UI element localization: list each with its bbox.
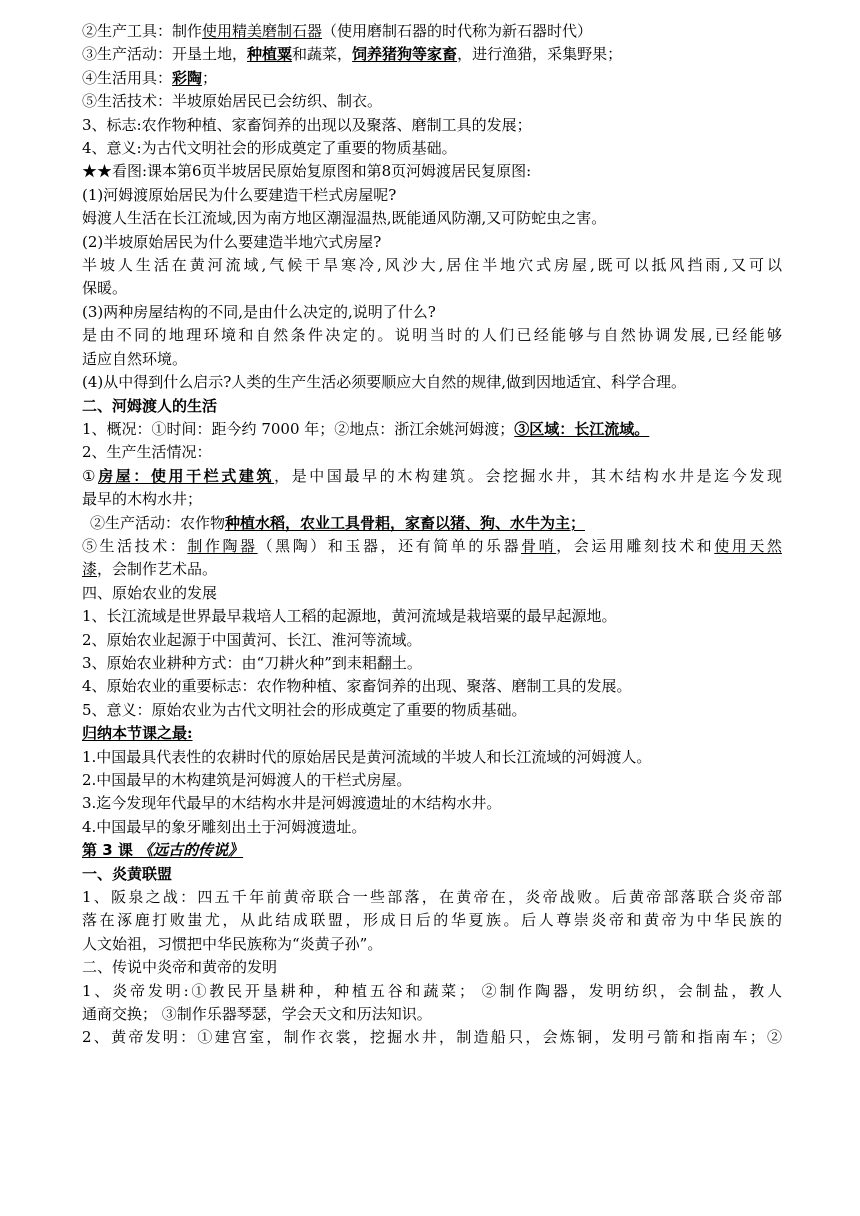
answer-line: 是由不同的地理环境和自然条件决定的。说明当时的人们已经能够与自然协调发展,已经能够 (82, 326, 782, 345)
text-line: ①房屋：使用干栏式建筑，是中国最早的木构建筑。会挖掘水井，其木结构水井是迄今发现 (82, 466, 782, 485)
text-line: 3、原始农业耕种方式：由“刀耕火种”到耒耜翻土。 (82, 653, 422, 672)
question-line: (1)河姆渡原始居民为什么要建造干栏式房屋呢? (82, 185, 397, 204)
text-line: 1、长江流域是世界最早栽培人工稻的起源地，黄河流域是栽培粟的最早起源地。 (82, 607, 617, 626)
text-line: 1、概况：①时间：距今约 7000 年；②地点：浙江余姚河姆渡；③区域：长江流域。 (82, 419, 650, 438)
text-line: ⑤生活技术：制作陶器（黑陶）和玉器，还有简单的乐器骨哨，会运用雕刻技术和使用天然 (82, 536, 782, 555)
text-line: ②生产工具：制作使用精美磨制石器（使用磨制石器的时代称为新石器时代） (82, 22, 593, 40)
summary-heading: 归纳本节课之最: (82, 724, 193, 743)
text-line: 4、意义:为古代文明社会的形成奠定了重要的物质基础。 (82, 139, 457, 158)
text-line: 最早的木构水井； (82, 490, 203, 509)
section-heading: 四、原始农业的发展 (82, 583, 218, 602)
text-line: ②生产活动：农作物种植水稻，农业工具骨耜，家畜以猪、狗、水牛为主； (90, 513, 586, 532)
text-line: 3.迄今发现年代最早的木结构水井是河姆渡遗址的木结构水井。 (82, 794, 502, 813)
text-line: 4、原始农业的重要标志：农作物种植、家畜饲养的出现、聚落、磨制工具的发展。 (82, 677, 632, 696)
text-line: 5、意义：原始农业为古代文明社会的形成奠定了重要的物质基础。 (82, 700, 527, 719)
section-heading: 一、炎黄联盟 (82, 864, 173, 883)
answer-line: 姆渡人生活在长江流域,因为南方地区潮湿温热,既能通风防潮,又可防蛇虫之害。 (82, 209, 607, 228)
text-line: 通商交换； ③制作乐器琴瑟，学会天文和历法知识。 (82, 1005, 432, 1024)
text-line: ③生产活动：开垦土地，种植粟和蔬菜，饲养猪狗等家畜，进行渔猎，采集野果； (82, 45, 623, 64)
text-line: 4.中国最早的象牙雕刻出土于河姆渡遗址。 (82, 817, 367, 836)
question-line: (2)半坡原始居民为什么要建造半地穴式房屋? (82, 232, 382, 251)
lesson-heading: 第 3 课 《远古的传说》 (82, 841, 244, 860)
question-line: (4)从中得到什么启示?人类的生产生活必须要顺应大自然的规律,做到因地适宜、科学合理。 (82, 373, 687, 392)
text-line: ★★看图:课本第6页半坡居民原始复原图和第8页河姆渡居民复原图: (82, 162, 532, 181)
text-line: 人文始祖，习惯把中华民族称为“炎黄子孙”。 (82, 934, 383, 953)
answer-line: 适应自然环境。 (82, 349, 188, 368)
answer-line: 半坡人生活在黄河流域,气候干旱寒冷,风沙大,居住半地穴式房屋,既可以抵风挡雨,又可以 (82, 256, 782, 275)
text-line: ④生活用具：彩陶； (82, 68, 218, 87)
text-line: 3、标志:农作物种植、家畜饲养的出现以及聚落、磨制工具的发展； (82, 115, 532, 134)
text-line: 1.中国最具代表性的农耕时代的原始居民是黄河流域的半坡人和长江流域的河姆渡人。 (82, 747, 652, 766)
text-line: ⑤生活技术：半坡原始居民已会纺织、制衣。 (82, 92, 383, 111)
text-line: 2、原始农业起源于中国黄河、长江、淮河等流域。 (82, 630, 422, 649)
text-line: 落在涿鹿打败蚩尤，从此结成联盟，形成日后的华夏族。后人尊崇炎帝和黄帝为中华民族的 (82, 911, 782, 930)
text-line: 1、炎帝发明:①教民开垦耕种，种植五谷和蔬菜； ②制作陶器，发明纺织，会制盐，教人 (82, 981, 782, 1000)
text-line: 2、生产生活情况： (82, 443, 212, 462)
section-heading: 二、河姆渡人的生活 (82, 396, 218, 415)
answer-line: 保暖。 (82, 279, 128, 298)
section-heading: 二、传说中炎帝和黄帝的发明 (82, 958, 278, 977)
question-line: (3)两种房屋结构的不同,是由什么决定的,说明了什么? (82, 302, 436, 321)
text-line: 漆，会制作艺术品。 (82, 560, 218, 579)
text-line: 2.中国最早的木构建筑是河姆渡人的干栏式房屋。 (82, 771, 412, 789)
text-line: 2、黄帝发明：①建宫室，制作衣裳，挖掘水井，制造船只，会炼铜，发明弓箭和指南车；② (82, 1028, 782, 1047)
text-line: 1、阪泉之战：四五千年前黄帝联合一些部落，在黄帝在，炎帝战败。后黄帝部落联合炎帝部 (82, 888, 782, 907)
